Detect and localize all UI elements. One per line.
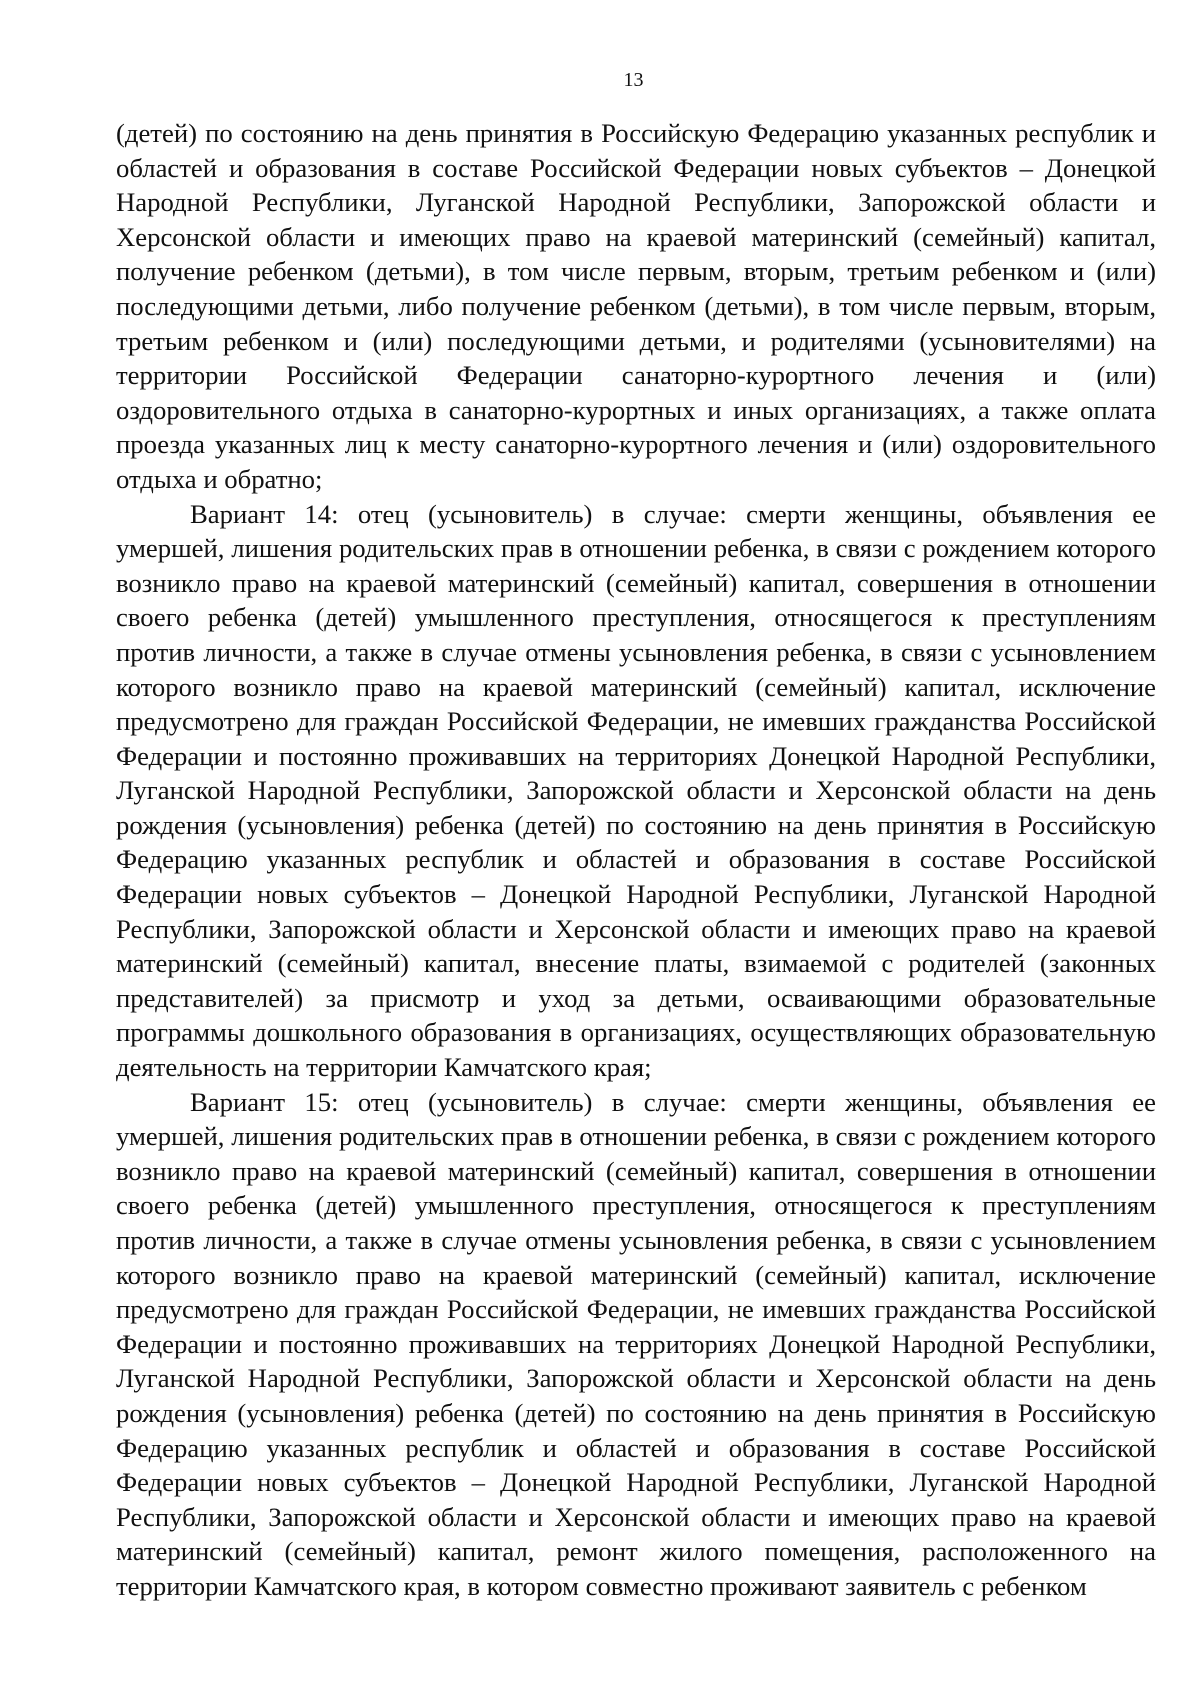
paragraph-variant-14: Вариант 14: отец (усыновитель) в случае: смерти женщины, объявления ее умершей, лишения родительских прав в отношении ребенка, в связи с рождением которого возникло право на краевой материнский (семейный) капитал, совершения в отношении своего ребенка (детей) умышленного преступления, относящегося к преступлениям против личности, а также в случае отмены усыновления ребенка, в связи с усыновлением которого возникло право на краевой материнский (семейный) капитал, исключение предусмотрено для граждан Российской Федерации, не имевших гражданства Российской Федерации и постоянно проживавших на территориях Донецкой Народной Республики, Луганской Народной Республики, Запорожской области и Херсонской области на день рождения (усыновления) ребенка (детей) по состоянию на день принятия в Российскую Федерацию указанных республик и областей и образования в составе Российской Федерации новых субъектов – Донецкой Народной Республики, Луганской Народной Республики, Запорожской области и Херсонской области и имеющих право на краевой материнский (семейный) капитал, внесение платы, взимаемой с родителей (законных представителей) за присмотр и уход за детьми, осваивающими образовательные программы дошкольного образования в организациях, осуществляющих образовательную деятельность на территории Камчатского края;: [116, 498, 1156, 1083]
paragraph-variant-15: Вариант 15: отец (усыновитель) в случае: смерти женщины, объявления ее умершей, лишения родительских прав в отношении ребенка, в связи с рождением которого возникло право на краевой материнский (семейный) капитал, совершения в отношении своего ребенка (детей) умышленного преступления, относящегося к преступлениям против личности, а также в случае отмены усыновления ребенка, в связи с усыновлением которого возникло право на краевой материнский (семейный) капитал, исключение предусмотрено для граждан Российской Федерации, не имевших гражданства Российской Федерации и постоянно проживавших на территориях Донецкой Народной Республики, Луганской Народной Республики, Запорожской области и Херсонской области на день рождения (усыновления) ребенка (детей) по состоянию на день принятия в Российскую Федерацию указанных республик и областей и образования в составе Российской Федерации новых субъектов – Донецкой Народной Республики, Луганской Народной Республики, Запорожской области и Херсонской области и имеющих право на краевой материнский (семейный) капитал, ремонт жилого помещения, расположенного на территории Камчатского края, в котором совместно проживают заявитель с ребенком: [116, 1086, 1156, 1601]
page-number: 13: [623, 69, 644, 91]
document-body: [116, 116, 1156, 1604]
paragraph-continuation: (детей) по состоянию на день принятия в Российскую Федерацию указанных республик и областей и образования в составе Российской Федерации новых субъектов – Донецкой Народной Республики, Луганской Народной Республики, Запорожской области и Херсонской области и имеющих право на краевой материнский (семейный) капитал, получение ребенком (детьми), в том числе первым, вторым, третьим ребенком и (или) последующими детьми, либо получение ребенком (детьми), в том числе первым, вторым, третьим ребенком и (или) последующими детьми, и родителями (усыновителями) на территории Российской Федерации санаторно-курортного лечения и (или) оздоровительного отдыха в санаторно-курортных и иных организациях, а также оплата проезда указанных лиц к месту санаторно-курортного лечения и (или) оздоровительного отдыха и обратно;: [116, 118, 1156, 494]
